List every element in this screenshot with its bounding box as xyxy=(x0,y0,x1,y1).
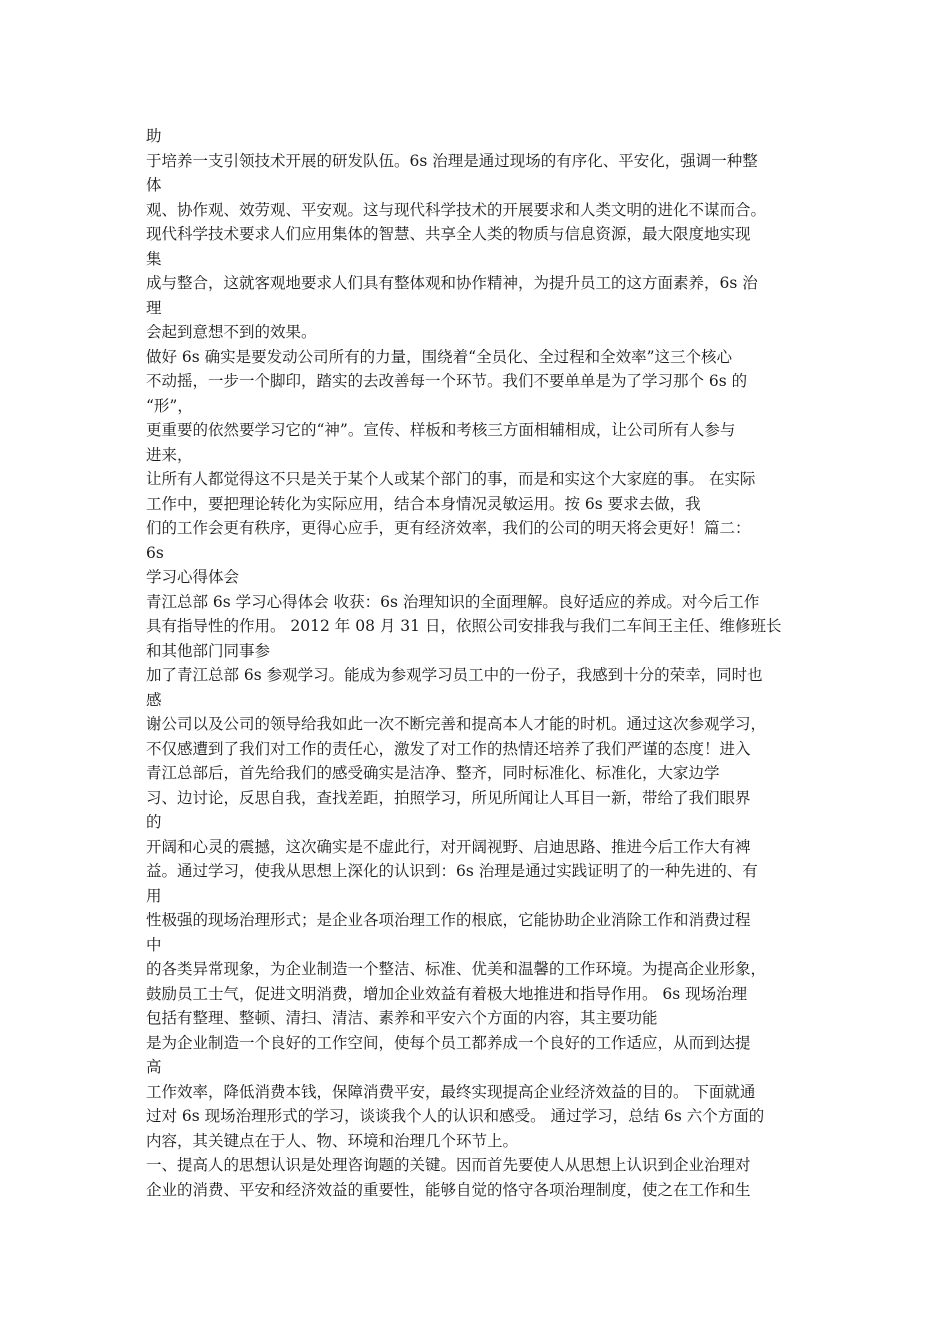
text-line: 集 xyxy=(146,249,162,268)
text-line: 过对 6s 现场治理形式的学习，谈谈我个人的认识和感受。 通过学习，总结 6s 六个方面的 xyxy=(146,1107,765,1125)
text-line: 高 xyxy=(146,1058,162,1076)
text-line: 更重要的依然要学习它的“神”。宣传、样板和考核三方面相辅相成，让公司所有人参与 xyxy=(146,421,736,439)
text-line: 助 xyxy=(146,127,162,145)
text-line: 益。通过学习，使我从思想上深化的认识到：6s 治理是通过实践证明了的一种先进的、有 xyxy=(146,862,758,880)
text-line: 中 xyxy=(146,935,162,954)
text-line: 做好 6s 确实是要发动公司所有的力量，围绕着“全员化、全过程和全效率”这三个核心 xyxy=(146,347,733,366)
text-line: 包括有整理、整顿、清扫、清洁、素养和平安六个方面的内容，其主要功能 xyxy=(146,1009,658,1027)
text-line: 体 xyxy=(146,176,162,194)
text-line: 于培养一支引领技术开展的研发队伍。6s 治理是通过现场的有序化、平安化，强调一种整 xyxy=(146,151,758,170)
text-line: 学习心得体会 xyxy=(146,568,240,586)
text-line: 不动摇，一步一个脚印，踏实的去改善每一个环节。我们不要单单是为了学习那个 6s 的 xyxy=(146,372,748,390)
text-line: 让所有人都觉得这不只是关于某个人或某个部门的事，而是和实这个大家庭的事。 在实际 xyxy=(146,470,756,488)
text-line: 们的工作会更有秩序，更得心应手，更有经济效率，我们的公司的明天将会更好！篇二： xyxy=(146,519,751,537)
text-line: 理 xyxy=(146,298,162,317)
text-line: 的 xyxy=(146,813,162,831)
text-line: 观、协作观、效劳观、平安观。这与现代科学技术的开展要求和人类文明的进化不谋而合。 xyxy=(146,200,767,219)
text-line: 内容，其关键点在于人、物、环境和治理几个环节上。 xyxy=(146,1131,519,1150)
text-line: 工作中，要把理论转化为实际应用，结合本身情况灵敏运用。按 6s 要求去做，我 xyxy=(146,494,701,513)
text-line: 青江总部后，首先给我们的感受确实是洁净、整齐，同时标准化、标准化，大家边学 xyxy=(146,764,720,782)
text-line: 用 xyxy=(146,886,162,905)
text-line: 成与整合，这就客观地要求人们具有整体观和协作精神，为提升员工的这方面素养，6s 治 xyxy=(146,274,758,292)
text-line: 和其他部门同事参 xyxy=(146,641,271,660)
text-line: 6s xyxy=(146,543,164,562)
text-line: 加了青江总部 6s 参观学习。能成为参观学习员工中的一份子，我感到十分的荣幸，同时也 xyxy=(146,666,763,684)
document-body xyxy=(146,124,818,1202)
text-line: 的各类异常现象，为企业制造一个整洁、标准、优美和温馨的工作环境。为提高企业形象， xyxy=(146,960,767,978)
text-line: 开阔和心灵的震撼，这次确实是不虚此行，对开阔视野、启迪思路、推进今后工作大有裨 xyxy=(146,837,751,856)
text-line: 进来， xyxy=(146,445,193,464)
text-line: 鼓励员工士气，促进文明消费，增加企业效益有着极大地推进和指导作用。 6s 现场治理 xyxy=(146,984,748,1003)
text-line: 青江总部 6s 学习心得体会 收获：6s 治理知识的全面理解。良好适应的养成。对今后工作 xyxy=(146,592,760,611)
text-line: 性极强的现场治理形式；是企业各项治理工作的根底，它能协助企业消除工作和消费过程 xyxy=(146,911,751,929)
text-line: 感 xyxy=(146,690,162,709)
text-line: 不仅感遭到了我们对工作的责任心，激发了对工作的热情还培养了我们严谨的态度！进入 xyxy=(146,739,751,758)
text-line: 现代科学技术要求人们应用集体的智慧、共享全人类的物质与信息资源，最大限度地实现 xyxy=(146,225,751,243)
text-line: 企业的消费、平安和经济效益的重要性，能够自觉的恪守各项治理制度，使之在工作和生 xyxy=(146,1180,751,1199)
text-line: 工作效率，降低消费本钱，保障消费平安，最终实现提高企业经济效益的目的。 下面就通 xyxy=(146,1082,756,1101)
text-line: 习、边讨论，反思自我，查找差距，拍照学习，所见所闻让人耳目一新，带给了我们眼界 xyxy=(146,788,751,807)
text-line: 是为企业制造一个良好的工作空间，使每个员工都养成一个良好的工作适应，从而到达提 xyxy=(146,1033,751,1052)
text-line: “形”， xyxy=(146,396,193,415)
text-line: 一、提高人的思想认识是处理咨询题的关键。因而首先要使人从思想上认识到企业治理对 xyxy=(146,1156,751,1174)
text-line: 谢公司以及公司的领导给我如此一次不断完善和提高本人才能的时机。通过这次参观学习， xyxy=(146,715,767,733)
text-line: 会起到意想不到的效果。 xyxy=(146,323,317,341)
text-line: 具有指导性的作用。 2012 年 08 月 31 日，依照公司安排我与我们二车间王主任、维修班长 xyxy=(146,617,782,635)
